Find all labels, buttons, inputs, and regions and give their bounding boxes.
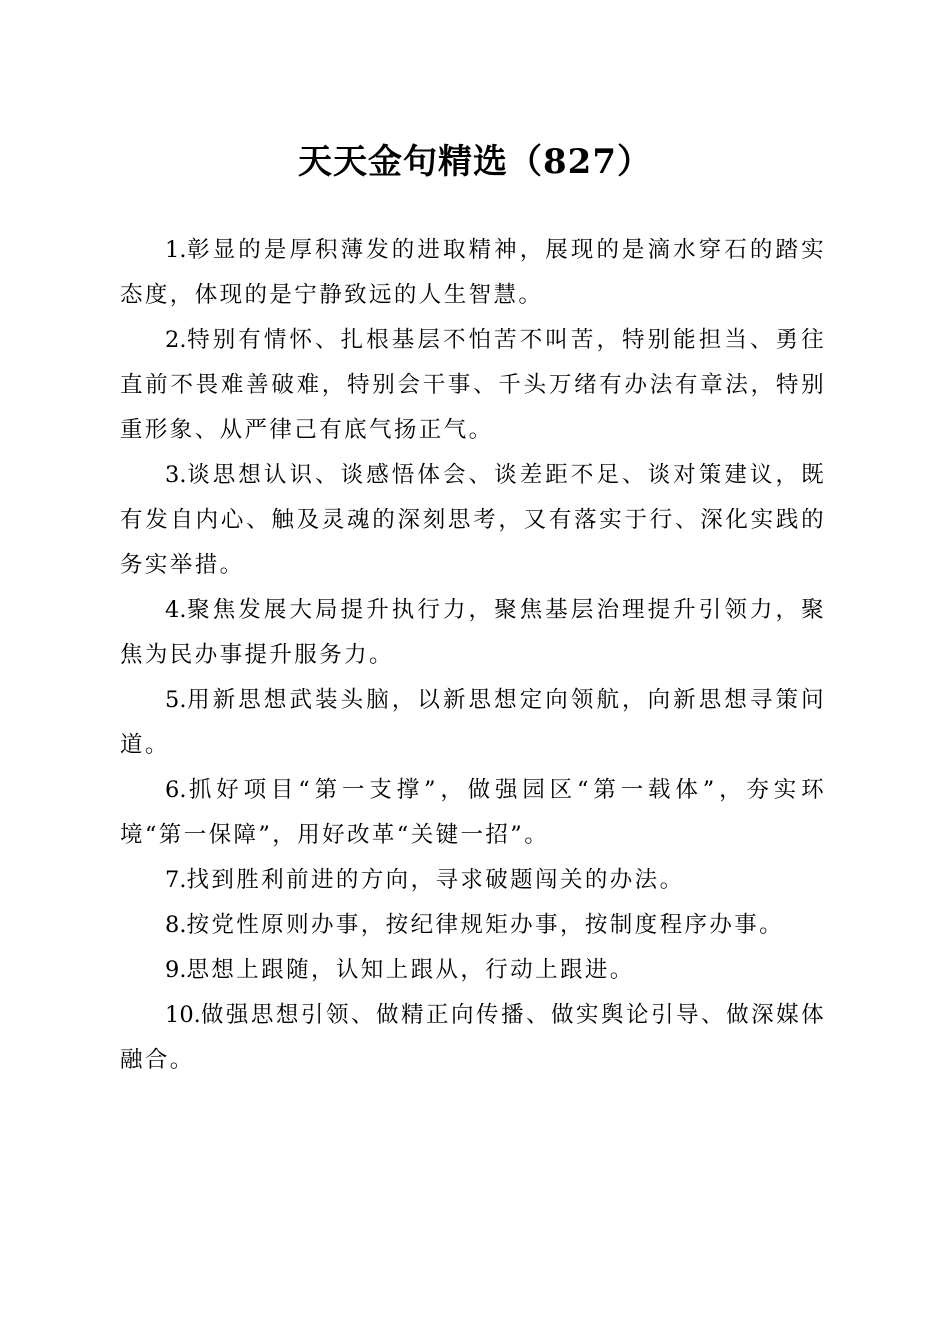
paragraph-text: 做强思想引领、做精正向传播、做实舆论引导、做深媒体融合。 [120, 1002, 826, 1073]
paragraph-number: 6. [165, 777, 187, 803]
paragraph-4 [120, 588, 826, 678]
page-title: 天天金句精选（827） [298, 142, 652, 182]
paragraph-number: 5. [165, 687, 187, 713]
paragraph-number: 2. [165, 327, 187, 353]
paragraph-5 [120, 678, 826, 768]
paragraph-10 [120, 993, 826, 1083]
paragraph-6 [120, 768, 826, 858]
paragraph-text: 特别有情怀、扎根基层不怕苦不叫苦，特别能担当、勇往直前不畏难善破难，特别会干事、千头万绪有办法有章法，特别重形象、从严律己有底气扬正气。 [120, 327, 826, 443]
paragraph-number: 4. [165, 597, 187, 623]
paragraph-9 [120, 948, 826, 993]
paragraph-number: 1. [165, 237, 187, 263]
paragraph-text: 谈思想认识、谈感悟体会、谈差距不足、谈对策建议，既有发自内心、触及灵魂的深刻思考，又有落实于行、深化实践的务实举措。 [120, 462, 826, 578]
paragraph-text: 聚焦发展大局提升执行力，聚焦基层治理提升引领力，聚焦为民办事提升服务力。 [120, 597, 826, 668]
paragraph-text: 按党性原则办事，按纪律规矩办事，按制度程序办事。 [186, 912, 785, 938]
paragraph-number: 8. [165, 912, 187, 938]
paragraph-number: 10. [165, 1002, 201, 1028]
paragraph-number: 3. [165, 462, 187, 488]
paragraph-text: 彰显的是厚积薄发的进取精神，展现的是滴水穿石的踏实态度，体现的是宁静致远的人生智慧。 [120, 237, 826, 308]
paragraph-number: 9. [165, 957, 187, 983]
document-body [120, 228, 826, 1083]
paragraph-3 [120, 453, 826, 588]
paragraph-text: 思想上跟随，认知上跟从，行动上跟进。 [186, 957, 635, 983]
paragraph-text: 用新思想武装头脑，以新思想定向领航，向新思想寻策问道。 [120, 687, 826, 758]
paragraph-number: 7. [165, 867, 187, 893]
paragraph-8 [120, 903, 826, 948]
paragraph-2 [120, 318, 826, 453]
paragraph-7 [120, 858, 826, 903]
paragraph-1 [120, 228, 826, 318]
paragraph-text: 找到胜利前进的方向，寻求破题闯关的办法。 [186, 867, 685, 893]
paragraph-text: 抓好项目“第一支撑”，做强园区“第一载体”，夯实环境“第一保障”，用好改革“关键一招”。 [120, 777, 826, 848]
